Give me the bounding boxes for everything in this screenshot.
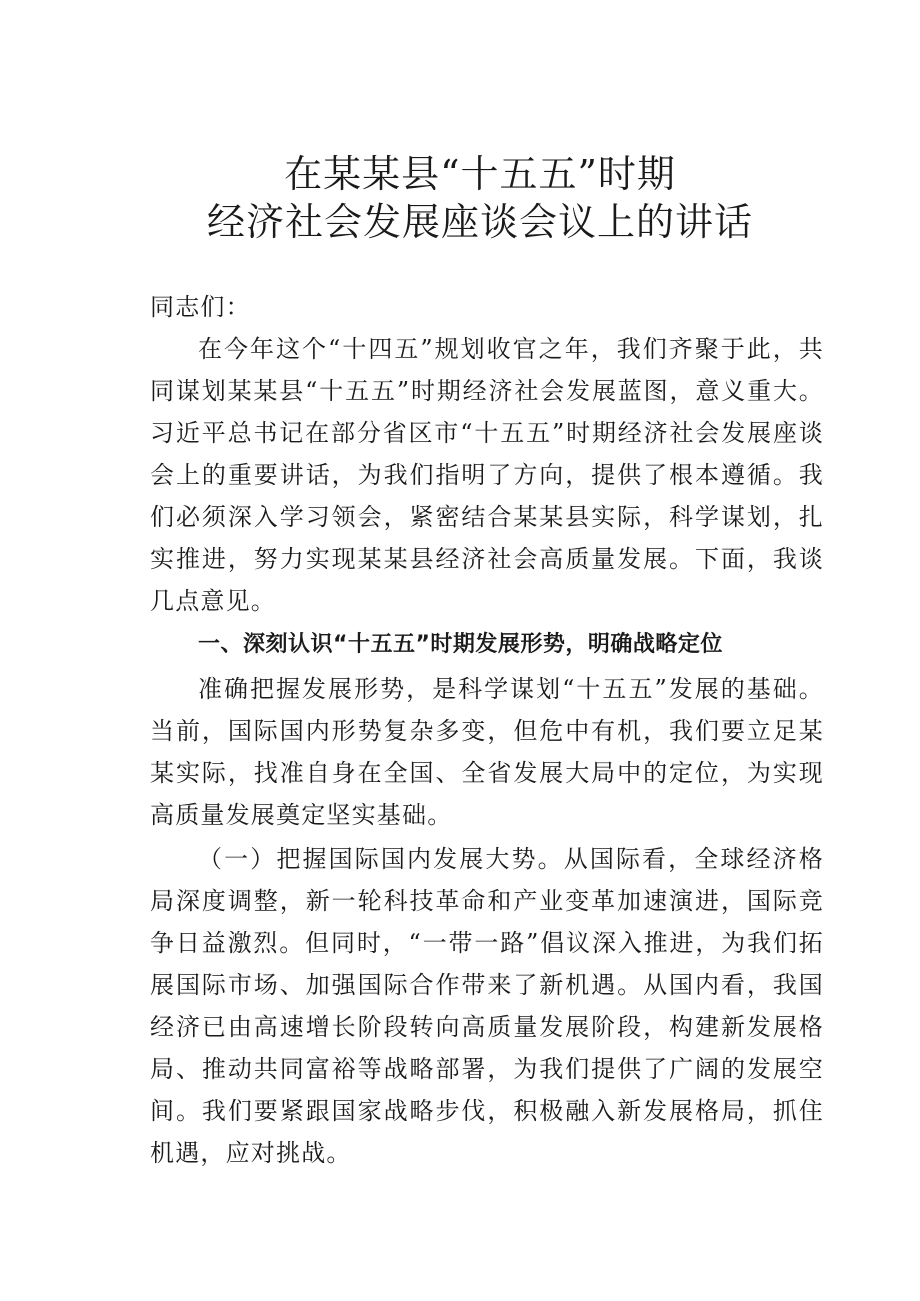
document-body [150, 286, 824, 1174]
title-line-2: 经济社会发展座谈会议上的讲话 [206, 200, 753, 244]
section-heading-1: 一、深刻认识“十五五”时期发展形势，明确战略定位 [198, 632, 723, 657]
salutation: 同志们： [150, 293, 251, 321]
document-title [136, 150, 824, 246]
section-1-paragraph-1: 准确把握发展形势，是科学谋划“十五五”发展的基础。当前，国际国内形势复杂多变，但危中有机，我们要立足某某实际，找准自身在全国、全省发展大局中的定位，为实现高质量发展奠定坚实基础。 [150, 675, 824, 829]
intro-paragraph: 在今年这个“十四五”规划收官之年，我们齐聚于此，共同谋划某某县“十五五”时期经济社会发展蓝图，意义重大。习近平总书记在部分省区市“十五五”时期经济社会发展座谈会上的重要讲话，为我们指明了方向，提供了根本遵循。我们必须深入学习领会，紧密结合某某县实际，科学谋划，扎实推进，努力实现某某县经济社会高质量发展。下面，我谈几点意见。 [150, 335, 824, 615]
title-line-1: 在某某县“十五五”时期 [284, 152, 676, 196]
section-1-paragraph-2: （一）把握国际国内发展大势。从国际看，全球经济格局深度调整，新一轮科技革命和产业变革加速演进，国际竞争日益激烈。但同时，“一带一路”倡议深入推进，为我们拓展国际市场、加强国际合作带来了新机遇。从国内看，我国经济已由高速增长阶段转向高质量发展阶段，构建新发展格局、推动共同富裕等战略部署，为我们提供了广阔的发展空间。我们要紧跟国家战略步伐，积极融入新发展格局，抓住机遇，应对挑战。 [150, 845, 824, 1167]
